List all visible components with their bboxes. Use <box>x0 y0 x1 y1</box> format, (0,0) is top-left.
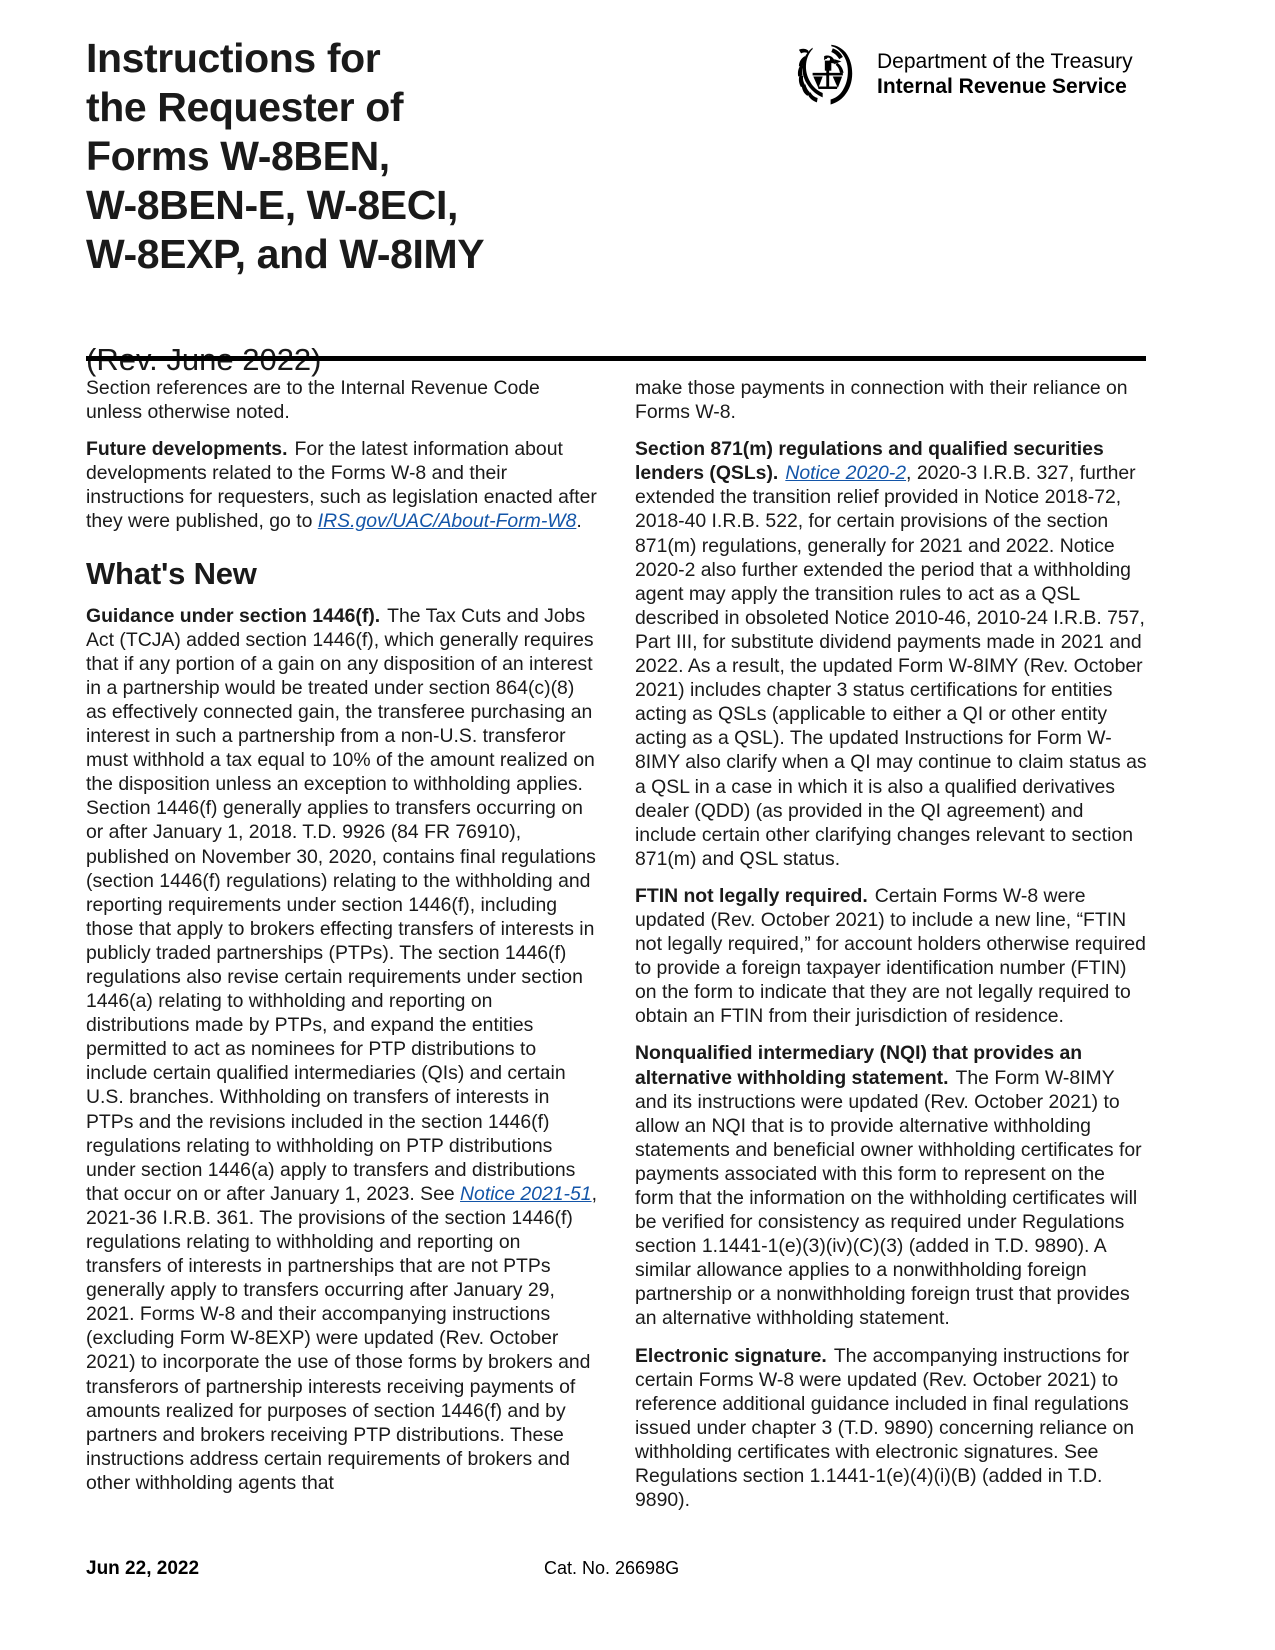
title-line-3: Forms W-8BEN, <box>86 133 390 179</box>
electronic-signature-paragraph <box>635 1344 1148 1513</box>
future-developments-paragraph <box>86 437 599 533</box>
irs-eagle-scales-seal-icon <box>791 39 863 111</box>
future-developments-run-in: Future developments. <box>86 438 288 461</box>
electronic-signature-text: The accompanying instructions for certain Forms W-8 were updated (Rev. October 2021) to reference additional guidance included in final regulations issued under chapter 3 (T.D. 9890) concerning reliance on withholding certificates with electronic signatures. See Regulations section 1.1441-1(e)(4)(i)(B) (added in T.D. 9890). <box>635 1344 1135 1512</box>
document-footer <box>86 1558 1146 1588</box>
intro-paragraph: Section references are to the Internal Revenue Code unless otherwise noted. <box>86 377 540 424</box>
page-title <box>86 34 726 279</box>
document-header <box>86 34 1146 344</box>
service-label: Internal Revenue Service <box>877 75 1127 98</box>
about-form-w8-link[interactable]: IRS.gov/UAC/About-Form-W8 <box>317 510 577 533</box>
nqi-text: The Form W-8IMY and its instructions were updated (Rev. October 2021) to allow an NQI that is to provide alternative withholding statements and beneficial owner withholding certificates for payments associated with this form to represent on the form that the information on the withholding certificates will be verified for consistency as required under Regulations section 1.1441-1(e)(3)(iv)(C)(3) (added in T.D. 9890). A similar allowance applies to a nonwithholding foreign partnership or a nonwithholding foreign trust that provides an alternative withholding statement. <box>635 1066 1142 1330</box>
electronic-signature-run-in: Electronic signature. <box>635 1344 827 1367</box>
guidance-1446f-part2: , 2021-36 I.R.B. 361. The provisions of the section 1446(f) regulations relating to withholding and reporting on transfers of interests in partnerships that are not PTPs generally apply to transfers occurring after January 29, 2021. Forms W-8 and their accompanying instructions (excluding Form W-8EXP) were updated (Rev. October 2021) to incorporate the use of those forms by brokers and transferors of partnership interests receiving payments of amounts realized for purposes of section 1446(f) and by partners and brokers receiving PTP distributions. These instructions address certain requirements of brokers and other withholding agents that <box>86 1182 597 1494</box>
guidance-1446f-run-in: Guidance under section 1446(f). <box>86 604 381 627</box>
nqi-run-in: Nonqualified intermediary (NQI) that provides an alternative withholding statement. <box>635 1042 1083 1089</box>
future-developments-text-before: For the latest information about developments related to the Forms W-8 and their instructions for requesters, such as legislation enacted after they were published, go to <box>86 438 597 533</box>
guidance-1446f-part1: The Tax Cuts and Jobs Act (TCJA) added section 1446(f), which generally requires that if any portion of a gain on any disposition of an interest in a partnership would be treated under section 864(c)(8) as effectively connected gain, the transferee purchasing an interest in such a partnership from a non-U.S. transferor must withhold a tax equal to 10% of the amount realized on the disposition unless an exception to withholding applies. Section 1446(f) generally applies to transfers occurring on or after January 1, 2018. T.D. 9926 (84 FR 76910), published on November 30, 2020, contains final regulations (section 1446(f) regulations) relating to the withholding and reporting requirements under section 1446(f), including those that apply to brokers effecting transfers of interests in publicly traded partnerships (PTPs). The section 1446(f) regulations also revise certain requirements under section 1446(a) relating to withholding and reporting on distributions made by PTPs, and expand the entities permitted to act as nominees for PTP distributions to include certain qualified intermediaries (QIs) and certain U.S. branches. Withholding on transfers of interests in PTPs and the revisions included in the section 1446(f) regulations relating to withholding on PTP distributions under section 1446(a) apply to transfers and distributions that occur on or after January 1, 2023. See <box>86 604 596 1205</box>
notice-2020-2-link[interactable]: Notice 2020-2 <box>785 462 907 485</box>
agency-identity <box>791 39 1133 111</box>
nqi-paragraph <box>635 1041 1148 1330</box>
guidance-1446f-paragraph <box>86 604 599 1495</box>
section-871m-run-in: Section 871(m) regulations and qualified securities lenders (QSLs). <box>635 438 1104 485</box>
whats-new-heading: What's New <box>86 555 257 591</box>
future-developments-text-after: . <box>576 510 582 533</box>
ftin-run-in: FTIN not legally required. <box>635 884 868 907</box>
left-column <box>86 376 599 1496</box>
continuation-paragraph: make those payments in connection with their reliance on Forms W-8. <box>635 377 1128 424</box>
body-columns <box>86 376 1148 1512</box>
notice-2021-51-link[interactable]: Notice 2021-51 <box>460 1182 592 1205</box>
right-column <box>635 376 1148 1512</box>
footer-date: Jun 22, 2022 <box>86 1558 200 1579</box>
department-label: Department of the Treasury <box>877 50 1133 74</box>
agency-text-block <box>877 50 1133 100</box>
section-871m-paragraph <box>635 437 1148 871</box>
title-line-5: W-8EXP, and W-8IMY <box>86 231 485 277</box>
title-line-2: the Requester of <box>86 84 404 130</box>
title-line-4: W-8BEN-E, W-8ECI, <box>86 182 458 228</box>
title-line-1: Instructions for <box>86 35 381 81</box>
ftin-text: Certain Forms W-8 were updated (Rev. October 2021) to include a new line, “FTIN not legally required,” for account holders otherwise required to provide a foreign taxpayer identification number (FTIN) on the form to indicate that they are not legally required to obtain an FTIN from their jurisdiction of residence. <box>635 884 1146 1028</box>
footer-catalog-number: Cat. No. 26698G <box>544 1558 680 1578</box>
ftin-paragraph <box>635 884 1148 1029</box>
section-871m-text: , 2020-3 I.R.B. 327, further extended the transition relief provided in Notice 2018-72, 2018-40 I.R.B. 522, for certain provisions of the section 871(m) regulations, generally for 2021 and 2022. Notice 2020-2 also further extended the period that a withholding agent may apply the transition rules to act as a QSL described in obsoleted Notice 2010-46, 2010-24 I.R.B. 757, Part III, for substitute dividend payments made in 2021 and 2022. As a result, the updated Form W-8IMY (Rev. October 2021) includes chapter 3 status certifications for entities acting as QSLs (applicable to either a QI or other entity acting as a QSL). The updated Instructions for Form W-8IMY also clarify when a QI may continue to claim status as a QSL in a case in which it is also a qualified derivatives dealer (QDD) (as provided in the QI agreement) and include certain other clarifying changes relevant to section 871(m) and QSL status. <box>635 462 1147 870</box>
header-divider <box>86 356 1146 361</box>
